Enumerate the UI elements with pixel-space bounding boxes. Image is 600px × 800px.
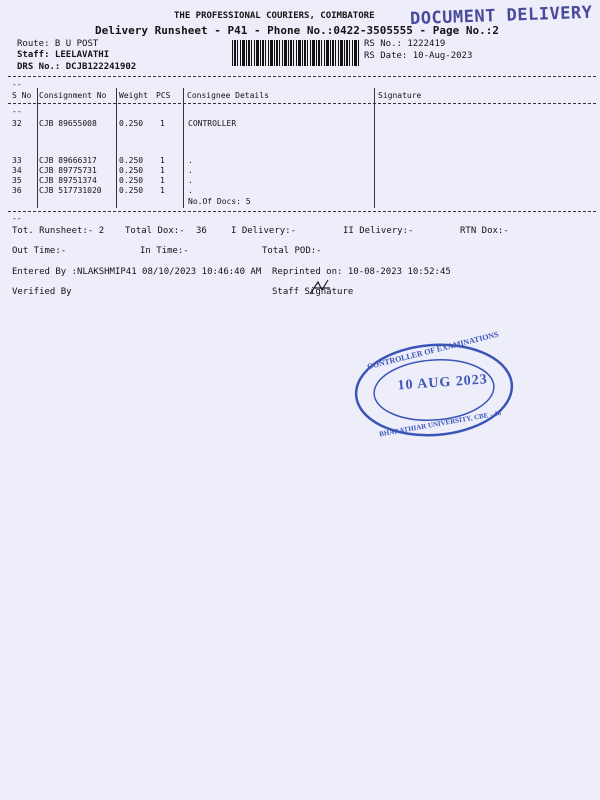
col-sno: S No	[12, 91, 32, 100]
stamp-date: 10 AUG 2023	[397, 372, 489, 394]
consignment-number: CJB 89666317	[39, 156, 97, 165]
pcs-value: 1	[160, 166, 165, 175]
no-of-docs: No.Of Docs: 5	[188, 197, 251, 206]
divider-bottom	[8, 211, 596, 212]
summary-marker: --	[12, 214, 22, 223]
rs-number: RS No.: 1222419	[364, 39, 446, 49]
consignment-number: CJB 89751374	[39, 176, 97, 185]
table-row: 34	[12, 166, 22, 175]
total-pod: Total POD:-	[262, 246, 322, 256]
divider-header	[8, 103, 596, 104]
university-stamp	[351, 329, 518, 446]
signature-scribble	[306, 276, 334, 298]
tot-runsheet: Tot. Runsheet:- 2	[12, 226, 105, 236]
route-label: Route: B U POST	[17, 39, 99, 49]
table-row: 32	[12, 119, 22, 128]
pcs-value: 1	[160, 119, 165, 128]
col-signature: Signature	[378, 91, 422, 100]
total-dox-label: Total Dox:-	[125, 226, 185, 236]
document-delivery-banner: DOCUMENT DELIVERY	[409, 2, 593, 30]
col-consignment: Consignment No	[39, 91, 107, 100]
weight-value: 0.250	[119, 186, 144, 195]
col-weight: Weight	[119, 91, 148, 100]
table-row: 35	[12, 176, 22, 185]
consignee-details: .	[188, 186, 193, 195]
consignee-details: .	[188, 166, 193, 175]
divider-top	[8, 76, 596, 77]
total-dox-value: 36	[196, 226, 207, 236]
i-delivery: I Delivery:-	[231, 226, 297, 236]
col-line-3	[183, 88, 184, 208]
weight-value: 0.250	[119, 166, 144, 175]
consignee-details: .	[188, 176, 193, 185]
staff-signature: Staff Signature	[272, 287, 354, 297]
col-line-1	[37, 88, 38, 208]
consignment-number: CJB 89655008	[39, 119, 97, 128]
runsheet-subtitle: Delivery Runsheet - P41 - Phone No.:0422-3505555 - Page No.:2	[95, 24, 499, 37]
rs-date: RS Date: 10-Aug-2023	[364, 51, 473, 61]
verified-by: Verified By	[12, 287, 72, 297]
col-line-4	[374, 88, 375, 208]
in-time: In Time:-	[140, 246, 189, 256]
col-pcs: PCS	[156, 91, 171, 100]
col-line-2	[116, 88, 117, 208]
reprinted-on: Reprinted on: 10-08-2023 10:52:45	[272, 267, 451, 277]
barcode	[232, 40, 360, 66]
weight-value: 0.250	[119, 119, 144, 128]
rtn-dox: RTN Dox:-	[460, 226, 509, 236]
table-row: 33	[12, 156, 22, 165]
stamp-top-text: CONTROLLER OF EXAMINATIONS	[366, 329, 500, 372]
entered-by: Entered By :NLAKSHMIP41 08/10/2023 10:46:40 AM	[12, 267, 262, 277]
consignee-details: CONTROLLER	[188, 119, 237, 128]
out-time: Out Time:-	[12, 246, 67, 256]
table-marker-2: --	[12, 107, 22, 116]
company-name: THE PROFESSIONAL COURIERS, COIMBATORE	[174, 11, 375, 21]
table-row: 36	[12, 186, 22, 195]
pcs-value: 1	[160, 156, 165, 165]
weight-value: 0.250	[119, 156, 144, 165]
stamp-bottom-text: BHARATHIAR UNIVERSITY, CBE - 46	[378, 408, 502, 439]
ii-delivery: II Delivery:-	[343, 226, 414, 236]
consignment-number: CJB 517731020	[39, 186, 102, 195]
pcs-value: 1	[160, 186, 165, 195]
consignee-details: .	[188, 156, 193, 165]
consignment-number: CJB 89775731	[39, 166, 97, 175]
col-consignee: Consignee Details	[187, 91, 269, 100]
weight-value: 0.250	[119, 176, 144, 185]
pcs-value: 1	[160, 176, 165, 185]
staff-label: Staff: LEELAVATHI	[17, 50, 110, 60]
table-marker: --	[12, 80, 22, 89]
drs-number: DRS No.: DCJB122241902	[17, 62, 137, 72]
